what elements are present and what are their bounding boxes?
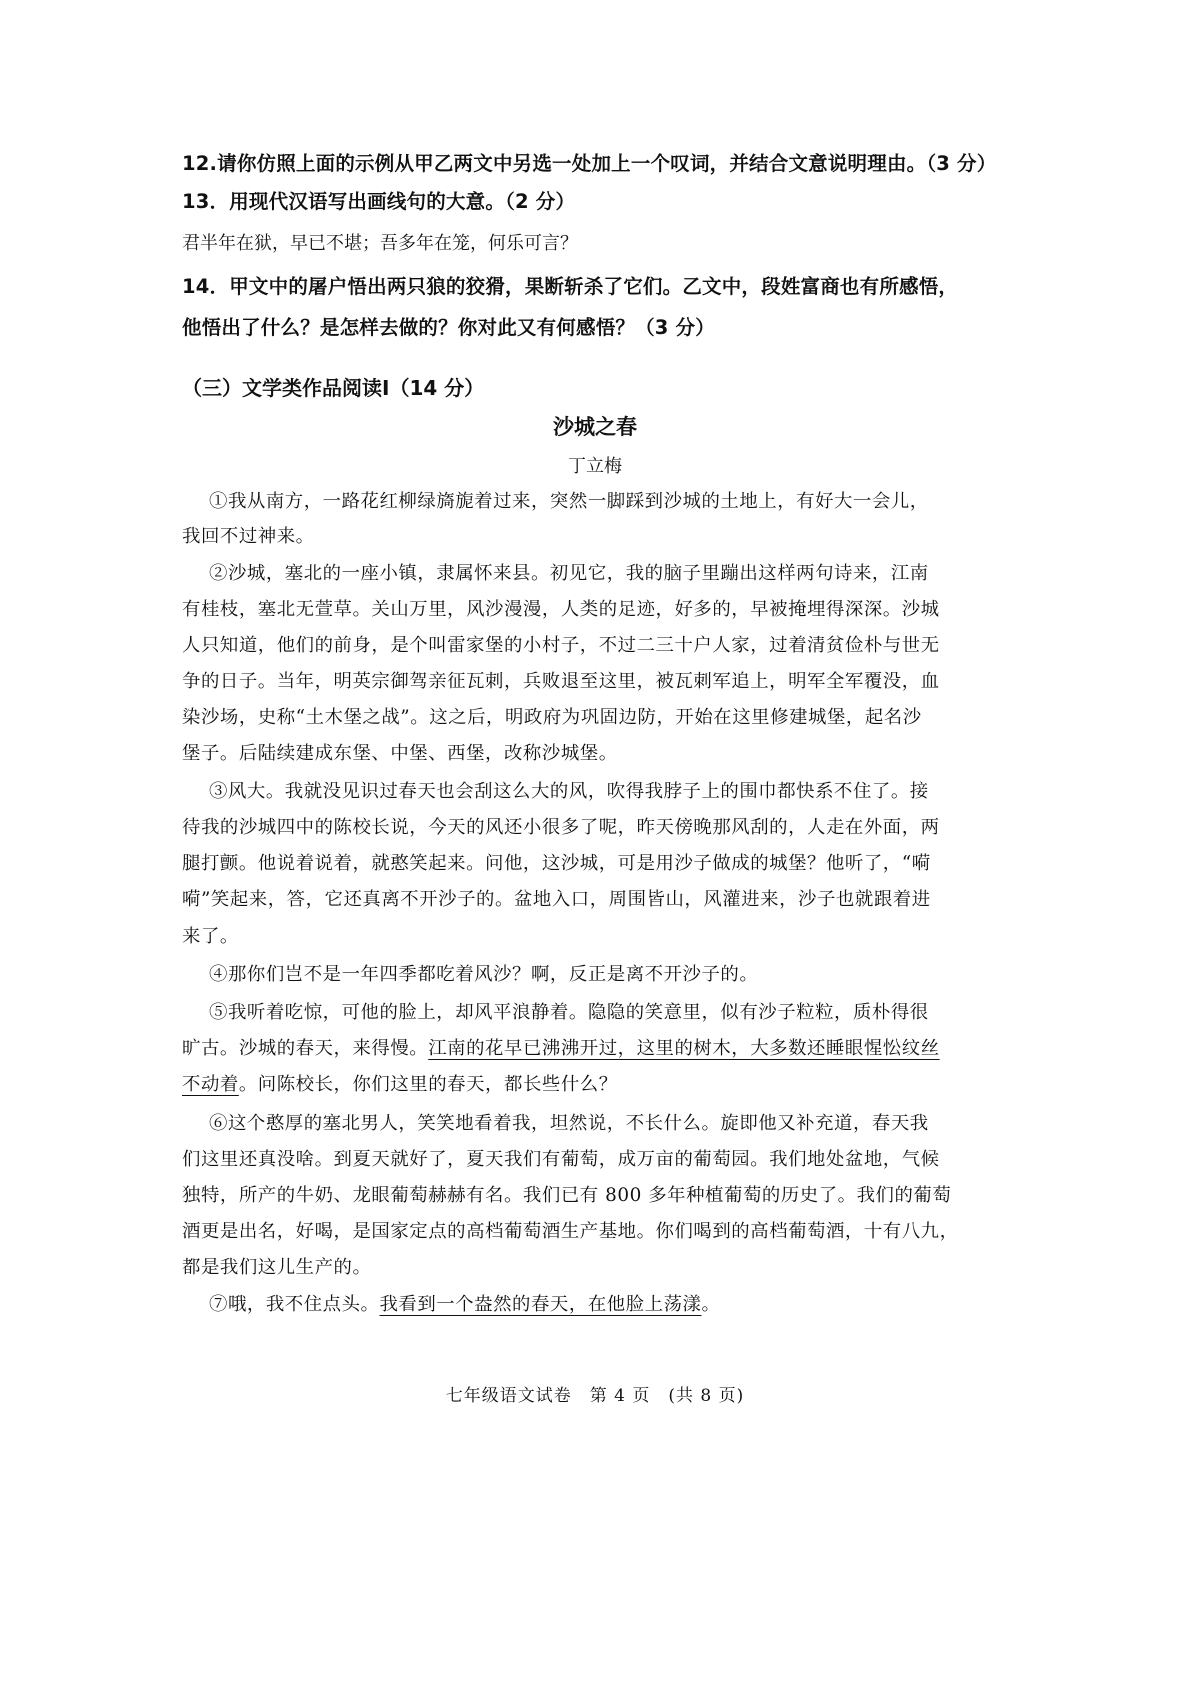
paragraph-line: ②沙城，塞北的一座小镇，隶属怀来县。初见它，我的脑子里蹦出这样两句诗来，江南 <box>209 563 929 584</box>
paragraph-line: ①我从南方，一路花红柳绿旖旎着过来，突然一脚踩到沙城的土地上，有好大一会儿， <box>209 491 929 512</box>
paragraph-line: 我回不过神来。 <box>182 526 315 547</box>
paragraph-line: 染沙场，史称“土木堡之战”。这之后，明政府为巩固边防，开始在这里修建城堡，起名沙 <box>182 707 922 728</box>
paragraph-line: 来了。 <box>182 926 239 947</box>
page-footer: 七年级语文试卷 第 4 页 (共 8 页) <box>445 1386 745 1406</box>
underlined-sentence: 我看到一个盎然的春天，在他脸上荡漾 <box>379 1294 702 1315</box>
text-run: 。问陈校长，你们这里的春天，都长些什么？ <box>238 1074 618 1095</box>
question-13: 13．用现代汉语写出画线句的大意。（2 分） <box>182 190 576 213</box>
question-14-line-2: 他悟出了什么？是怎样去做的？你对此又有何感悟？（3 分） <box>182 316 715 339</box>
underlined-sentence: 江南的花早已沸沸开过，这里的树木，大多数还睡眼惺忪纹丝 <box>428 1038 940 1059</box>
paragraph-line: 独特，所产的牛奶、龙眼葡萄赫赫有名。我们已有 800 多年种植葡萄的历史了。我们的葡萄 <box>182 1185 952 1206</box>
paragraph-line: ⑤我听着吃惊，可他的脸上，却风平浪静着。隐隐的笑意里，似有沙子粒粒，质朴得很 <box>209 1002 929 1023</box>
paragraph-line: ③风大。我就没见识过春天也会刮这么大的风，吹得我脖子上的围巾都快系不住了。接 <box>209 781 929 802</box>
question-14-line-1: 14．甲文中的屠户悟出两只狼的狡猾，果断斩杀了它们。乙文中，段姓富商也有所感悟， <box>182 275 959 298</box>
paragraph-line: 嗬”笑起来，答，它还真离不开沙子的。盆地入口，周围皆山，风灌进来，沙子也就跟着进 <box>182 889 931 910</box>
text-run: ⑦哦，我不住点头。 <box>209 1294 380 1315</box>
text-run: 。 <box>701 1294 721 1315</box>
paragraph-line <box>182 1070 618 1096</box>
paragraph-line: 有桂枝，塞北无萱草。关山万里，风沙漫漫，人类的足迹，好多的，早被掩埋得深深。沙城 <box>182 599 940 620</box>
paragraph-line: 人只知道，他们的前身，是个叫雷家堡的小村子，不过二三十户人家，过着清贫俭朴与世无 <box>182 635 940 656</box>
section-heading: （三）文学类作品阅读Ⅰ（14 分） <box>182 376 485 400</box>
paragraph-line <box>182 1034 940 1060</box>
text-run: 旷古。沙城的春天，来得慢。 <box>182 1038 429 1059</box>
underlined-sentence: 不动着 <box>182 1074 239 1095</box>
paragraph-line: 都是我们这儿生产的。 <box>182 1257 372 1278</box>
article-author: 丁立梅 <box>568 456 622 477</box>
question-12: 12.请你仿照上面的示例从甲乙两文中另选一处加上一个叹词，并结合文意说明理由。（3 分） <box>182 152 997 175</box>
paragraph-line <box>209 1290 720 1316</box>
paragraph-line: ④那你们岂不是一年四季都吃着风沙？啊，反正是离不开沙子的。 <box>209 964 759 985</box>
paragraph-line: 争的日子。当年，明英宗御驾亲征瓦刺，兵败退至这里，被瓦刺军追上，明军全军覆没，血 <box>182 671 940 692</box>
paragraph-line: 腿打颤。他说着说着，就憨笑起来。问他，这沙城，可是用沙子做成的城堡？他听了，“嗬 <box>182 853 931 874</box>
paragraph-line: 堡子。后陆续建成东堡、中堡、西堡，改称沙城堡。 <box>182 743 618 764</box>
question-13-sentence: 君半年在狱，早已不堪；吾多年在笼，何乐可言？ <box>182 233 578 254</box>
paragraph-line: ⑥这个憨厚的塞北男人，笑笑地看着我，坦然说，不长什么。旋即他又补充道，春天我 <box>209 1113 929 1134</box>
paragraph-line: 酒更是出名，好喝，是国家定点的高档葡萄酒生产基地。你们喝到的高档葡萄酒，十有八九， <box>182 1221 959 1242</box>
paragraph-line: 们这里还真没啥。到夏天就好了，夏天我们有葡萄，成万亩的葡萄园。我们地处盆地，气候 <box>182 1149 940 1170</box>
article-title: 沙城之春 <box>553 415 637 439</box>
paragraph-line: 待我的沙城四中的陈校长说，今天的风还小很多了呢，昨天傍晚那风刮的，人走在外面，两 <box>182 817 940 838</box>
